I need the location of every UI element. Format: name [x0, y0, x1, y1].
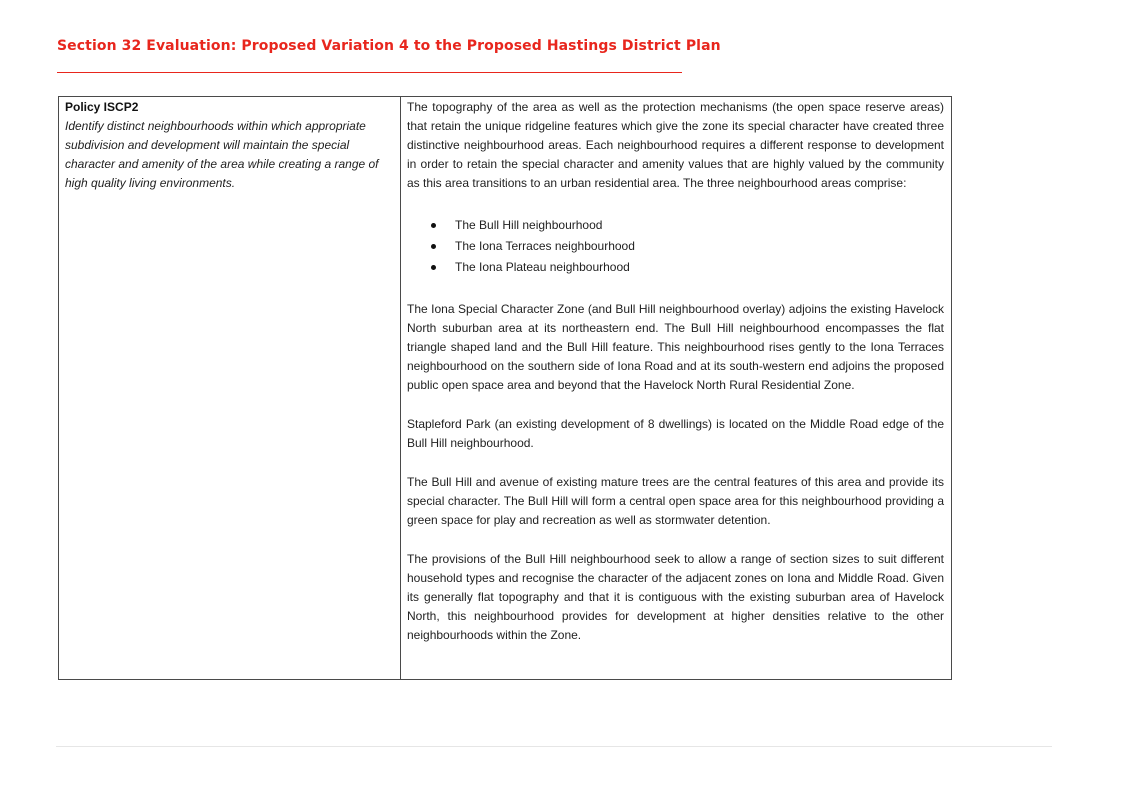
list-item: The Iona Terraces neighbourhood — [430, 236, 944, 257]
intro-paragraph: The topography of the area as well as the protection mechanisms (the open space reserve areas) that retain the unique ridgeline features which give the zone its special character have created three distinctive neighbourhood areas. Each neighbourhood requires a different response to development in order to retain the special character and amenity values that are highly valued by the community as this area transitions to an urban residential area. The three neighbourhood areas comprise: — [407, 100, 944, 190]
paragraph-stapleford-park: Stapleford Park (an existing development of 8 dwellings) is located on the Middle Road edge of the Bull Hill neighbourhood. — [407, 417, 944, 450]
paragraph-zone-location: The Iona Special Character Zone (and Bull Hill neighbourhood overlay) adjoins the existing Havelock North suburban area at its northeastern end. The Bull Hill neighbourhood encompasses the flat triangle shaped land and the Bull Hill feature. This neighbourhood rises gently to the Iona Terraces neighbourhood on the southern side of Iona Road and at its south-western end adjoins the proposed public open space area and beyond that the Havelock North Rural Residential Zone. — [407, 302, 944, 392]
policy-statement: Identify distinct neighbourhoods within which appropriate subdivision and development will maintain the special character and amenity of the area while creating a range of high quality living environments. — [65, 119, 379, 190]
list-item: The Iona Plateau neighbourhood — [430, 257, 944, 278]
paragraph-bull-hill-character: The Bull Hill and avenue of existing mature trees are the central features of this area and provide its special character. The Bull Hill will form a central open space area for this neighbourhood providing a green space for play and recreation as well as stormwater detention. — [407, 475, 944, 527]
explanation-cell — [401, 97, 951, 679]
title-underline — [57, 72, 682, 73]
paragraph-bull-hill-provisions: The provisions of the Bull Hill neighbourhood seek to allow a range of section sizes to suit different household types and recognise the character of the adjacent zones on Iona and Middle Road. Given its generally flat topography and that it is contiguous with the existing suburban area of Havelock North, this neighbourhood provides for development at higher densities relative to the other neighbourhoods within the Zone. — [407, 552, 944, 642]
neighbourhood-list — [407, 215, 944, 278]
list-item: The Bull Hill neighbourhood — [430, 215, 944, 236]
footer-divider — [56, 746, 1052, 747]
policy-table — [58, 96, 952, 680]
page-title: Section 32 Evaluation: Proposed Variation 4 to the Proposed Hastings District Plan — [57, 38, 721, 54]
policy-cell — [59, 97, 401, 679]
policy-code: Policy ISCP2 — [65, 100, 139, 114]
